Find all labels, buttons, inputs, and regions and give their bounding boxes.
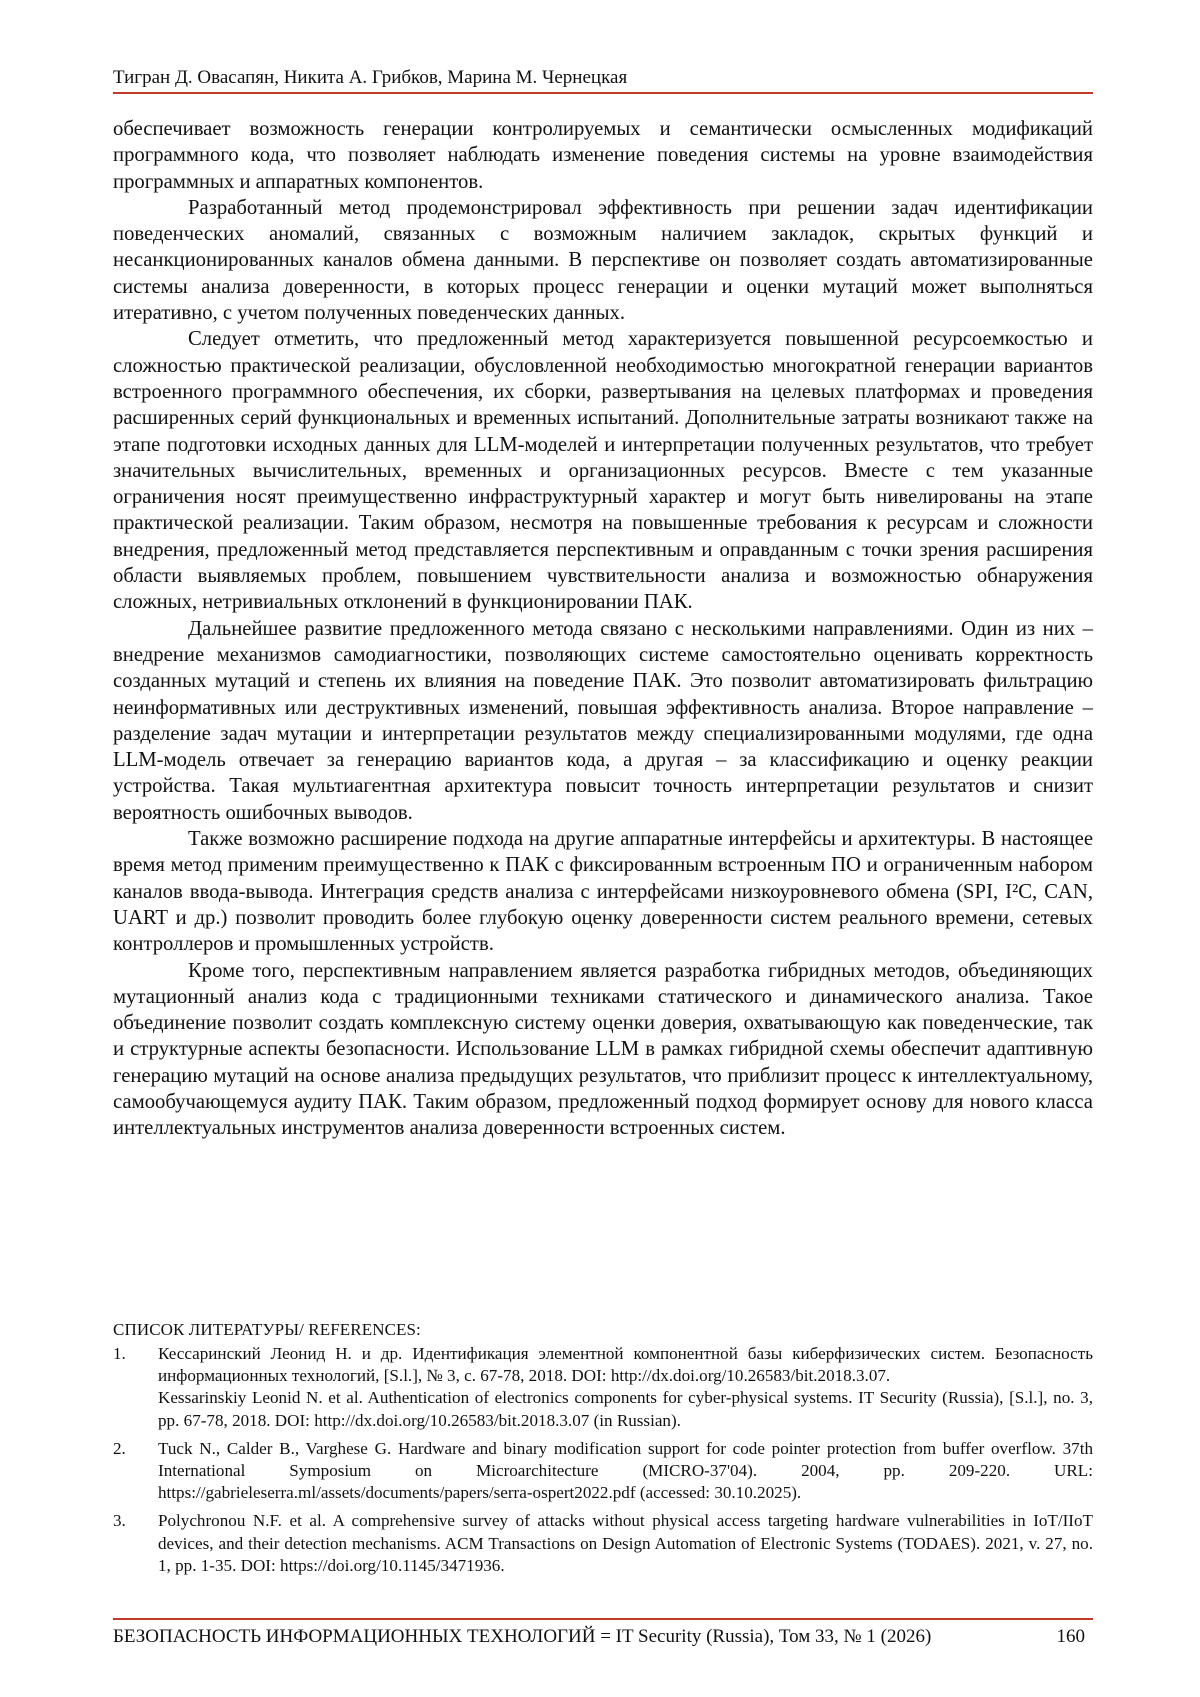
journal-citation: БЕЗОПАСНОСТЬ ИНФОРМАЦИОННЫХ ТЕХНОЛОГИЙ = IT Security (Russia), Том 33, № 1 (2026): [113, 1626, 932, 1647]
reference-text-ru: Кессаринский Леонид Н. и др. Идентификация элементной компонентной базы киберфизических систем. Безопасность информационных технологий, [S.l.], № 3, с. 67-78, 2018. DOI: http://dx.doi.org/10.26583/bit.2018.3.07.: [158, 1344, 1093, 1386]
reference-text-en: Kessarinskiy Leonid N. et al. Authentication of electronics components for cyber-physical systems. IT Security (Russia), [S.l.], no. 3, pp. 67-78, 2018. DOI: http://dx.doi.org/10.26583/bit.2018.3.07 (in Russian).: [158, 1388, 1093, 1430]
paragraph: Кроме того, перспективным направлением является разработка гибридных методов, объединяющих мутационный анализ кода с традиционными техниками статического и динамического анализа. Такое объединение позволит создать комплексную систему оценки доверия, охватывающую как поведенческие, так и структурные аспекты безопасности. Использование LLM в рамках гибридной схемы обеспечит адаптивную генерацию мутаций на основе анализа предыдущих результатов, что приблизит процесс к интеллектуальному, самообучающемуся аудиту ПАК. Таким образом, предложенный подход формирует основу для нового класса интеллектуальных инструментов анализа доверенности встроенных систем.: [113, 959, 1093, 1140]
reference-number: 2.: [113, 1438, 126, 1458]
references-list: [113, 1343, 1093, 1583]
reference-item: [113, 1510, 1093, 1577]
paragraph: Дальнейшее развитие предложенного метода связано с несколькими направлениями. Один из них – внедрение механизмов самодиагностики, позволяющих системе самостоятельно оценивать корректность созданных мутаций и степень их влияния на поведение ПАК. Это позволит автоматизировать фильтрацию неинформативных или деструктивных изменений, повышая эффективность анализа. Второе направление – разделение задач мутации и интерпретации результатов между специализированными модулями, где одна LLM-модель отвечает за генерацию вариантов кода, а другая – за классификацию и оценку реакции устройства. Такая мультиагентная архитектура повысит точность интерпретации результатов и снизит вероятность ошибочных выводов.: [113, 617, 1093, 824]
reference-text: Polychronou N.F. et al. A comprehensive survey of attacks without physical access targeting hardware vulnerabilities in IoT/IIoT devices, and their detection mechanisms. ACM Transactions on Design Automation of Electronic Systems (TODAES). 2021, v. 27, no. 1, pp. 1-35. DOI: https://doi.org/10.1145/3471936.: [158, 1511, 1093, 1575]
references-heading: СПИСОК ЛИТЕРАТУРЫ/ REFERENCES:: [113, 1320, 421, 1339]
reference-number: 3.: [113, 1511, 126, 1531]
running-head-authors: Тигран Д. Овасапян, Никита А. Грибков, Марина М. Чернецкая: [113, 67, 628, 88]
reference-item: [113, 1343, 1093, 1432]
footer-rule: [113, 1618, 1093, 1620]
page-number: 160: [1056, 1626, 1085, 1647]
reference-number: 1.: [113, 1344, 126, 1363]
paragraph: Разработанный метод продемонстрировал эффективность при решении задач идентификации поведенческих аномалий, связанных с возможным наличием закладок, скрытых функций и несанкционированных каналов обмена данными. В перспективе он позволяет создать автоматизированные системы анализа доверенности, в которых процесс генерации и оценки мутаций может выполняться итеративно, с учетом полученных поведенческих данных.: [113, 196, 1093, 325]
paragraph: Также возможно расширение подхода на другие аппаратные интерфейсы и архитектуры. В настоящее время метод применим преимущественно к ПАК с фиксированным встроенным ПО и ограниченным набором каналов ввода-вывода. Интеграция средств анализа с интерфейсами низкоуровневого обмена (SPI, I²C, CAN, UART и др.) позволит проводить более глубокую оценку доверенности систем реального времени, сетевых контроллеров и промышленных устройств.: [113, 828, 1093, 956]
paragraph: Следует отметить, что предложенный метод характеризуется повышенной ресурсоемкостью и сложностью практической реализации, обусловленной необходимостью многократной генерации вариантов встроенного программного обеспечения, их сборки, развертывания на целевых платформах и проведения расширенных серий функциональных и временных испытаний. Дополнительные затраты возникают также на этапе подготовки исходных данных для LLM-моделей и интерпретации полученных результатов, что требует значительных вычислительных, временных и организационных ресурсов. Вместе с тем указанные ограничения носят преимущественно инфраструктурный характер и могут быть нивелированы на этапе практической реализации. Таким образом, несмотря на повышенные требования к ресурсам и сложности внедрения, предложенный метод представляется перспективным и оправданным с точки зрения расширения области выявляемых проблем, повышением чувствительности анализа и возможностью обнаружения сложных, нетривиальных отклонений в функционировании ПАК.: [113, 328, 1093, 614]
paragraph: обеспечивает возможность генерации контролируемых и семантически осмысленных модификаций программного кода, что позволяет наблюдать изменение поведения системы на уровне взаимодействия программных и аппаратных компонентов.: [113, 118, 1093, 193]
article-body: [113, 116, 1093, 1142]
reference-text: Tuck N., Calder B., Varghese G. Hardware and binary modification support for code pointer protection from buffer overflow. 37th International Symposium on Microarchitecture (MICRO-37'04). 2004, pp. 209-220. URL: https://gabrieleserra.ml/assets/documents/papers/serra-ospert2022.pdf (accessed: 30.10.2025).: [158, 1438, 1093, 1503]
header-rule: [113, 92, 1093, 94]
reference-item: [113, 1438, 1093, 1505]
